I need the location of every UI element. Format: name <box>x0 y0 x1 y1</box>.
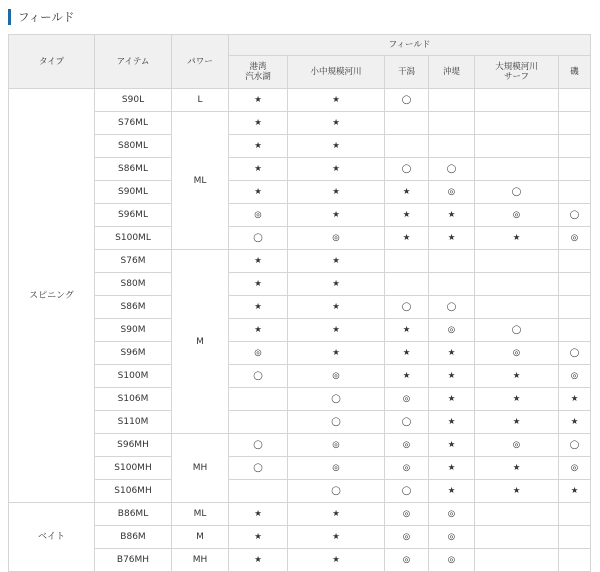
rating-cell <box>385 112 429 135</box>
item-cell: S86ML <box>95 158 172 181</box>
rating-cell <box>429 135 475 158</box>
header-type: タイプ <box>9 35 95 89</box>
rating-cell: ◯ <box>559 342 591 365</box>
rating-cell: ◯ <box>229 434 288 457</box>
header-field-0 <box>229 56 288 89</box>
power-cell: L <box>172 89 229 112</box>
rating-cell: ◎ <box>559 365 591 388</box>
item-cell: B76MH <box>95 549 172 572</box>
rating-cell: ★ <box>475 388 559 411</box>
header-field-1 <box>288 56 385 89</box>
rating-cell: ★ <box>229 273 288 296</box>
table-row <box>9 411 591 434</box>
power-cell: MH <box>172 434 229 503</box>
item-cell: S80M <box>95 273 172 296</box>
rating-cell: ★ <box>559 388 591 411</box>
rating-cell <box>229 411 288 434</box>
rating-cell: ◎ <box>385 503 429 526</box>
item-cell: S106M <box>95 388 172 411</box>
power-cell: M <box>172 250 229 434</box>
table-row <box>9 434 591 457</box>
rating-cell: ◯ <box>288 388 385 411</box>
rating-cell: ★ <box>429 204 475 227</box>
table-row <box>9 89 591 112</box>
rating-cell: ★ <box>229 549 288 572</box>
rating-cell <box>429 273 475 296</box>
rating-cell: ★ <box>429 342 475 365</box>
rating-cell: ★ <box>229 319 288 342</box>
header-field-5 <box>559 56 591 89</box>
header-field-line: 沖堤 <box>442 67 460 77</box>
rating-cell: ◯ <box>385 411 429 434</box>
header-field-4 <box>475 56 559 89</box>
type-cell: スピニング <box>9 89 95 503</box>
item-cell: S110M <box>95 411 172 434</box>
rating-cell <box>559 250 591 273</box>
rating-cell: ◎ <box>229 342 288 365</box>
rating-cell: ◯ <box>385 158 429 181</box>
rating-cell: ★ <box>288 526 385 549</box>
header-power: パワー <box>172 35 229 89</box>
rating-cell: ◎ <box>288 434 385 457</box>
item-cell: S100ML <box>95 227 172 250</box>
rating-cell <box>475 135 559 158</box>
rating-cell: ★ <box>475 457 559 480</box>
rating-cell <box>475 112 559 135</box>
rating-cell: ★ <box>429 434 475 457</box>
power-cell: ML <box>172 503 229 526</box>
table-row <box>9 388 591 411</box>
item-cell: S96MH <box>95 434 172 457</box>
rating-cell: ★ <box>559 480 591 503</box>
header-field-line: 干潟 <box>397 67 415 77</box>
power-cell: MH <box>172 549 229 572</box>
rating-cell <box>559 273 591 296</box>
rating-cell: ★ <box>288 273 385 296</box>
rating-cell <box>559 319 591 342</box>
rating-cell: ◎ <box>475 342 559 365</box>
rating-cell: ★ <box>429 388 475 411</box>
item-cell: S76M <box>95 250 172 273</box>
table-row <box>9 480 591 503</box>
rating-cell: ★ <box>475 365 559 388</box>
item-cell: B86ML <box>95 503 172 526</box>
rating-cell: ★ <box>288 296 385 319</box>
rating-cell: ◯ <box>429 158 475 181</box>
rating-cell <box>429 112 475 135</box>
table-row <box>9 204 591 227</box>
rating-cell <box>475 89 559 112</box>
rating-cell: ◯ <box>385 89 429 112</box>
table-row <box>9 319 591 342</box>
rating-cell: ★ <box>229 158 288 181</box>
rating-cell <box>559 89 591 112</box>
rating-cell: ★ <box>288 204 385 227</box>
rating-cell <box>559 112 591 135</box>
rating-cell: ◎ <box>229 204 288 227</box>
rating-cell: ◎ <box>288 457 385 480</box>
rating-cell: ★ <box>288 250 385 273</box>
rating-cell: ◎ <box>385 457 429 480</box>
rating-cell <box>229 480 288 503</box>
header-field-line: 小中規模河川 <box>310 67 362 77</box>
table-header <box>9 35 591 89</box>
rating-cell: ◯ <box>385 480 429 503</box>
rating-cell <box>475 549 559 572</box>
item-cell: S90L <box>95 89 172 112</box>
rating-cell <box>559 135 591 158</box>
rating-cell <box>429 250 475 273</box>
rating-cell: ★ <box>229 135 288 158</box>
rating-cell <box>385 135 429 158</box>
rating-cell: ★ <box>385 181 429 204</box>
item-cell: S86M <box>95 296 172 319</box>
power-cell: M <box>172 526 229 549</box>
rating-cell: ★ <box>475 227 559 250</box>
header-field-3 <box>429 56 475 89</box>
rating-cell: ◯ <box>229 457 288 480</box>
item-cell: S100M <box>95 365 172 388</box>
header-field-line: 大規模河川 <box>495 62 538 72</box>
rating-cell: ◎ <box>429 549 475 572</box>
rating-cell: ◎ <box>475 434 559 457</box>
rating-cell <box>559 158 591 181</box>
rating-cell: ★ <box>288 158 385 181</box>
rating-cell: ◎ <box>385 549 429 572</box>
rating-cell: ★ <box>288 549 385 572</box>
rating-cell <box>475 250 559 273</box>
header-item: アイテム <box>95 35 172 89</box>
rating-cell: ★ <box>288 181 385 204</box>
rating-cell: ◎ <box>385 526 429 549</box>
rating-cell <box>429 89 475 112</box>
header-field-group: フィールド <box>229 35 591 56</box>
rating-cell: ★ <box>229 296 288 319</box>
table-row <box>9 296 591 319</box>
header-field-line: 港湾 <box>249 62 267 72</box>
table-row <box>9 273 591 296</box>
rating-cell <box>559 503 591 526</box>
rating-cell: ★ <box>229 250 288 273</box>
power-cell: ML <box>172 112 229 250</box>
rating-cell: ◯ <box>385 296 429 319</box>
item-cell: S96M <box>95 342 172 365</box>
table-row <box>9 526 591 549</box>
item-cell: S100MH <box>95 457 172 480</box>
rating-cell: ◎ <box>385 434 429 457</box>
rating-cell: ★ <box>288 342 385 365</box>
rating-cell <box>475 273 559 296</box>
rating-cell: ★ <box>385 319 429 342</box>
rating-cell: ★ <box>475 480 559 503</box>
header-field-line: サーフ <box>503 72 530 82</box>
rating-cell: ★ <box>288 135 385 158</box>
rating-cell <box>229 388 288 411</box>
rating-cell: ★ <box>229 181 288 204</box>
rating-cell <box>559 296 591 319</box>
header-field-line: 磯 <box>570 67 579 77</box>
table-body <box>9 89 591 572</box>
item-cell: S80ML <box>95 135 172 158</box>
rating-cell: ★ <box>429 480 475 503</box>
table-row <box>9 227 591 250</box>
table-row <box>9 549 591 572</box>
rating-cell <box>475 526 559 549</box>
rating-cell: ◯ <box>288 480 385 503</box>
rating-cell: ★ <box>429 365 475 388</box>
rating-cell <box>559 549 591 572</box>
table-row <box>9 135 591 158</box>
rating-cell <box>475 158 559 181</box>
rating-cell: ★ <box>229 503 288 526</box>
rating-cell: ◎ <box>385 388 429 411</box>
item-cell: B86M <box>95 526 172 549</box>
rating-cell: ◎ <box>288 365 385 388</box>
item-cell: S76ML <box>95 112 172 135</box>
rating-cell: ◯ <box>429 296 475 319</box>
section-title: フィールド <box>8 9 74 25</box>
table-row <box>9 365 591 388</box>
rating-cell: ★ <box>475 411 559 434</box>
rating-cell <box>385 250 429 273</box>
rating-cell: ★ <box>385 365 429 388</box>
rating-cell: ★ <box>229 112 288 135</box>
item-cell: S90ML <box>95 181 172 204</box>
rating-cell: ◎ <box>475 204 559 227</box>
rating-cell: ◯ <box>475 181 559 204</box>
rating-cell: ★ <box>385 204 429 227</box>
rating-cell: ◎ <box>429 503 475 526</box>
table-row <box>9 181 591 204</box>
rating-cell: ◯ <box>229 365 288 388</box>
rating-cell: ★ <box>429 411 475 434</box>
rating-cell: ★ <box>288 319 385 342</box>
rating-cell: ★ <box>385 227 429 250</box>
table-row <box>9 457 591 480</box>
item-cell: S96ML <box>95 204 172 227</box>
rating-cell: ★ <box>288 89 385 112</box>
rating-cell: ★ <box>229 89 288 112</box>
table-row <box>9 250 591 273</box>
rating-cell: ★ <box>429 227 475 250</box>
rating-cell: ★ <box>288 112 385 135</box>
rating-cell: ◎ <box>429 181 475 204</box>
type-cell: ベイト <box>9 503 95 572</box>
rating-cell: ◎ <box>429 319 475 342</box>
item-cell: S90M <box>95 319 172 342</box>
rating-cell: ◎ <box>429 526 475 549</box>
rating-cell: ◎ <box>559 457 591 480</box>
rating-cell: ◯ <box>559 204 591 227</box>
header-field-2 <box>385 56 429 89</box>
header-field-line: 汽水湖 <box>245 72 271 82</box>
table-row <box>9 503 591 526</box>
table-row <box>9 112 591 135</box>
rating-cell: ◯ <box>559 434 591 457</box>
rating-cell <box>559 181 591 204</box>
rating-cell: ◎ <box>559 227 591 250</box>
item-cell: S106MH <box>95 480 172 503</box>
rating-cell: ★ <box>229 526 288 549</box>
field-table <box>8 34 591 572</box>
rating-cell <box>559 526 591 549</box>
rating-cell <box>475 503 559 526</box>
table-row <box>9 158 591 181</box>
rating-cell: ★ <box>288 503 385 526</box>
rating-cell <box>385 273 429 296</box>
rating-cell: ★ <box>429 457 475 480</box>
rating-cell: ◯ <box>475 319 559 342</box>
table-row <box>9 342 591 365</box>
rating-cell: ◎ <box>288 227 385 250</box>
rating-cell: ★ <box>385 342 429 365</box>
rating-cell <box>475 296 559 319</box>
rating-cell: ★ <box>559 411 591 434</box>
rating-cell: ◯ <box>229 227 288 250</box>
rating-cell: ◯ <box>288 411 385 434</box>
